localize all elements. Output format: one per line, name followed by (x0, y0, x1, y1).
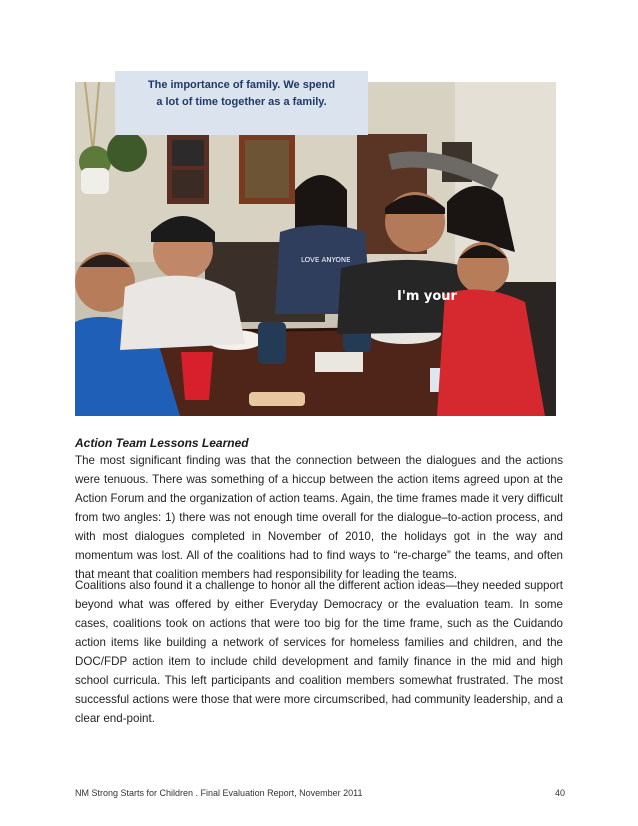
photo-caption (115, 71, 368, 135)
page-number: 40 (554, 788, 565, 798)
footer-report-title: NM Strong Starts for Children . Final Evaluation Report, November 2011 (75, 788, 363, 798)
caption-line-2: a lot of time together as a family. (156, 96, 327, 108)
caption-line-1: The importance of family. We spend (147, 79, 336, 91)
paragraph-1: The most significant finding was that the connection between the dialogues and the actions were tenuous. There was something of a hiccup between the action items agreed upon at the Action Forum and the organization of action teams. Again, the time frames made it very difficult from two angles: 1) there was not enough time overall for the dialogue–to-action process, and with most dialogues completed in November of 2010, the holidays got in the way and momentum was lost. All of the coalitions had to find ways to “re-charge” the teams, and often that meant that coalition members had responsibility for leading the teams. (75, 454, 563, 581)
paragraph-2: Coalitions also found it a challenge to honor all the different action ideas—they needed support beyond what was offered by either Everyday Democracy or the evaluation team. In some cases, coalitions took on actions that were too big for the time frame, such as the Cuidando action items like building a network of services for homeless families and children, and the DOC/FDP action item to include child development and family finance in the mid and high school curricula. This left participants and coalition members somewhat frustrated. The most successful actions were those that were more circumscribed, had community leadership, and a clear end-point. (75, 579, 563, 725)
section-heading: Action Team Lessons Learned (75, 436, 249, 450)
shirt-text: I'm your (397, 289, 457, 304)
cup-text: LOVE ANYONE (301, 256, 351, 264)
